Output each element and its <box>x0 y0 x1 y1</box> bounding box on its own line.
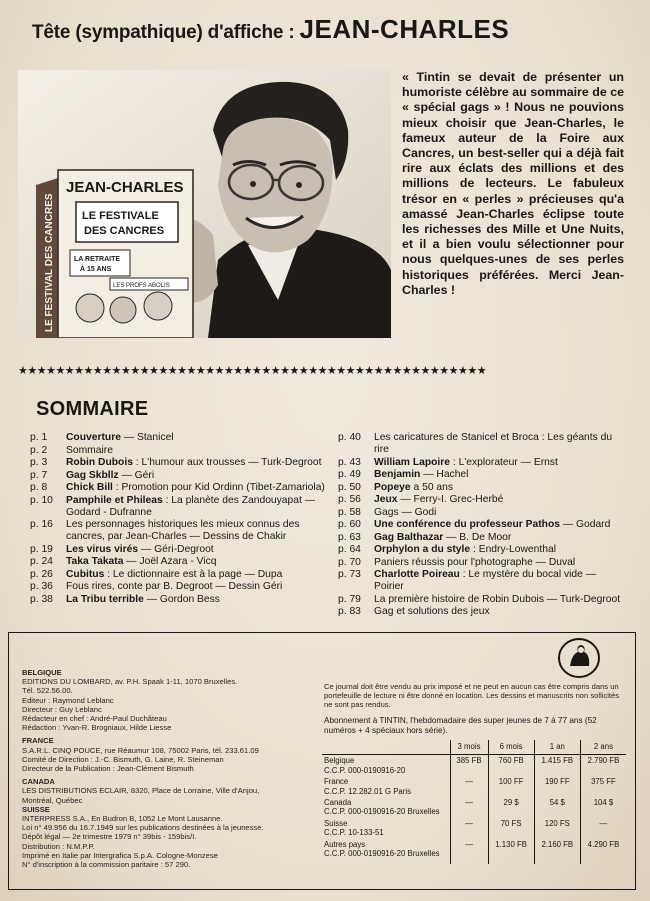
toc-entry <box>30 432 330 444</box>
toc-entry-title: Jeux <box>374 494 398 505</box>
toc-entry-text <box>374 482 628 494</box>
toc-entry <box>338 569 628 593</box>
rates-price: 2.790 FB <box>580 755 626 776</box>
toc-entry-title: William Lapoire <box>374 456 451 468</box>
toc-entry-detail: — Géri <box>118 469 155 481</box>
rates-country-account: C.C.P. 000-0190916-20 Bruxelles <box>324 807 440 817</box>
portrait-photo <box>18 70 391 338</box>
imprint-line: N° d'inscription à la commission paritaire : 57 290. <box>22 860 191 870</box>
toc-entry <box>338 432 628 456</box>
toc-page-number: p. 2 <box>30 444 48 456</box>
toc-page-number: p. 24 <box>30 556 53 567</box>
toc-page-number: p. 73 <box>338 569 361 580</box>
rates-country <box>322 755 450 776</box>
toc-entry-text <box>66 457 330 469</box>
toc-entry-title: Orphylon a du style <box>374 544 471 555</box>
rates-country <box>322 818 450 839</box>
toc-page-number: p. 79 <box>338 593 361 605</box>
imprint-line: INTERPRESS S.A., En Budron B, 1052 Le Mont Lausanne. <box>22 814 223 824</box>
rates-country-account: C.C.P. 000-0190916-20 <box>324 765 406 775</box>
toc-entry-title: Benjamin <box>374 469 421 480</box>
rates-table <box>322 740 626 864</box>
toc-entry <box>338 544 628 556</box>
toc-entry-text <box>66 445 330 457</box>
star-divider: ★★★★★★★★★★★★★★★★★★★★★★★★★★★★★★★★★★★★★★★★★★★★★★★★★★ <box>18 365 487 377</box>
toc-page-number: p. 36 <box>30 581 53 592</box>
imprint-line: Rédacteur en chef : André-Paul Duchâteau <box>22 714 167 724</box>
toc-entry-detail: — Stanicel <box>120 432 174 443</box>
rates-country-name: Suisse <box>324 818 348 828</box>
toc-entry <box>338 557 628 569</box>
rates-price: 4.290 FB <box>580 839 626 865</box>
subscription-text: Abonnement à TINTIN, l'hebdomadaire des super jeunes de 7 à 77 ans (52 numéros + 4 spéciaux hors série). <box>324 716 597 735</box>
toc-entry-detail: — Godard <box>559 519 611 530</box>
toc-entry <box>30 581 330 593</box>
rates-row <box>322 818 626 839</box>
toc-entry-title: La Tribu terrible <box>66 593 144 605</box>
rates-country <box>322 839 450 865</box>
imprint-line: EDITIONS DU LOMBARD, av. P.H. Spaak 1-11, 1070 Bruxelles. <box>22 677 238 687</box>
rates-country-name: Canada <box>324 798 352 808</box>
book-sticker-line1: LA RETRAITE <box>74 256 121 263</box>
toc-entry-text <box>374 432 628 456</box>
toc-entry-text <box>66 581 330 593</box>
toc-entry-title: Gag Balthazar <box>374 531 444 543</box>
rates-price: 100 FF <box>488 776 534 797</box>
rates-header-blank <box>322 740 450 755</box>
rates-price: — <box>450 818 488 839</box>
rates-country-account: C.C.P. 12.282.01 G Paris <box>324 786 411 796</box>
toc-entry-text <box>66 470 330 482</box>
rates-row <box>322 755 626 776</box>
imprint-line: Comité de Direction : J.-C. Bismuth, G. Laine, R. Steineman <box>22 754 224 764</box>
toc-entry-title: Les virus virés <box>66 543 139 555</box>
toc-entry-detail: : La planète des Zandouyapat — Godard - Dufranne <box>66 494 315 518</box>
toc-entry-detail: Fous rires, conte par B. Degroot — Dessin Géri <box>66 581 283 592</box>
toc-entry-text <box>66 569 330 581</box>
toc-entry-text <box>374 494 628 506</box>
toc-entry-title: Pamphile et Phileas <box>66 494 163 506</box>
toc-entry-detail: — Hachel <box>420 469 469 480</box>
imprint-line: Montréal, Québec <box>22 795 83 805</box>
toc-entry <box>30 556 330 568</box>
imprint-line: Rédaction : Yvan-R. Brogniaux, Hilde Liesse <box>22 723 172 733</box>
toc-entry <box>30 594 330 606</box>
country-belgique: BELGIQUE <box>22 668 62 677</box>
rates-country-name: France <box>324 777 349 787</box>
toc-page-number: p. 83 <box>338 606 361 617</box>
toc-entry-text <box>374 519 628 531</box>
belgique-lines <box>22 677 314 732</box>
toc-entry-text <box>374 532 628 544</box>
toc-entry-title: Robin Dubois <box>66 457 133 468</box>
toc-page-number: p. 1 <box>30 432 48 443</box>
toc-page-number: p. 58 <box>338 506 361 518</box>
country-suisse: SUISSE <box>22 804 50 814</box>
toc-page-number: p. 56 <box>338 494 361 505</box>
rates-header: 1 an <box>534 740 580 755</box>
toc-entry-detail: Sommaire <box>66 444 113 456</box>
rates-price: 1.415 FB <box>534 755 580 776</box>
title-name: JEAN-CHARLES <box>299 14 510 44</box>
toc-entry-detail: — Ferry-I. Grec-Herbé <box>397 494 504 505</box>
toc-page-number: p. 19 <box>30 543 53 555</box>
toc-entry-title: Charlotte Poireau <box>374 569 460 580</box>
imprint-line: S.A.R.L. CINQ POUCE, rue Réaumur 108, 75002 Paris, tél. 233.61.09 <box>22 745 259 755</box>
legal-notice: Ce journal doit être vendu au prix imposé et ne peut en aucun cas être compris dans un portefeuille de lecture ni être donné en location. Les dessins et manuscrits non sollicités ne sont pas rendus. <box>324 682 620 710</box>
rates-country <box>322 776 450 797</box>
toc-entry-title: Taka Takata <box>66 556 124 567</box>
toc-entry-detail: — Géri-Degroot <box>138 543 214 555</box>
toc-entry <box>30 495 330 519</box>
toc-entry-text <box>374 469 628 481</box>
toc-entry-detail: Gags — Godi <box>374 506 437 518</box>
toc-entry-text <box>374 507 628 519</box>
toc-entry <box>338 606 628 618</box>
toc-entry-detail: — B. De Moor <box>443 531 512 543</box>
tintin-logo-icon <box>556 636 602 680</box>
toc-entry <box>30 544 330 556</box>
toc-entry <box>30 519 330 543</box>
toc-entry-text <box>66 482 330 494</box>
imprint-line: Tél. 522.56.00. <box>22 686 73 696</box>
toc-entry-text <box>374 544 628 556</box>
canada-lines <box>22 786 314 804</box>
country-canada: CANADA <box>22 777 55 787</box>
toc-page-number: p. 63 <box>338 531 361 543</box>
toc-entry-detail: La première histoire de Robin Dubois — Turk-Degroot <box>374 593 621 605</box>
toc-entry-text <box>66 495 330 519</box>
toc-entry <box>338 532 628 544</box>
book-title-line2: DES CANCRES <box>84 225 165 237</box>
toc-page-number: p. 10 <box>30 494 53 506</box>
rates-price: — <box>580 818 626 839</box>
rates-country-account: C.C.P. 10-133-51 <box>324 828 384 838</box>
rates-country-account: C.C.P. 000-0190916-20 Bruxelles <box>324 849 440 859</box>
toc-page-number: p. 8 <box>30 482 48 493</box>
rates-row <box>322 797 626 818</box>
toc-entry-text <box>374 557 628 569</box>
toc-entry-text <box>374 606 628 618</box>
toc-entry-title: Popeye <box>374 481 411 493</box>
toc-entry-title: Cubitus <box>66 568 105 580</box>
toc-left-column <box>30 432 330 606</box>
rates-price: 104 $ <box>580 797 626 818</box>
rates-price: 375 FF <box>580 776 626 797</box>
toc-entry <box>338 594 628 606</box>
toc-page-number: p. 43 <box>338 456 361 468</box>
toc-entry <box>30 457 330 469</box>
toc-page-number: p. 70 <box>338 556 361 568</box>
book-banner: LES PROFS ABOLIS <box>113 283 170 289</box>
toc-entry-text <box>66 544 330 556</box>
imprint-line: Loi n° 49.956 du 16.7.1949 sur les publications destinées à la jeunesse. <box>22 823 264 833</box>
country-france: FRANCE <box>22 736 54 746</box>
rates-country <box>322 797 450 818</box>
toc-entry-text <box>66 594 330 606</box>
book-author: JEAN-CHARLES <box>66 179 184 196</box>
toc-entry-title: Une conférence du professeur Pathos <box>374 519 560 530</box>
page-title <box>32 14 632 45</box>
toc-entry <box>338 457 628 469</box>
toc-entry <box>30 482 330 494</box>
toc-entry-detail: Paniers réussis pour l'photographe — Duval <box>374 556 576 568</box>
toc-page-number: p. 16 <box>30 519 53 530</box>
france-lines <box>22 746 314 774</box>
book-sticker-line2: À 15 ANS <box>80 266 112 273</box>
toc-entry-title: Couverture <box>66 432 121 443</box>
toc-entry-detail: — Gordon Bess <box>143 593 220 605</box>
toc-entry-detail: Les personnages historiques les mieux connus des cancres, par Jean-Charles — Dessins de Chakir <box>66 519 300 542</box>
toc-page-number: p. 40 <box>338 432 361 443</box>
toc-entry <box>30 445 330 457</box>
toc-entry-text <box>66 556 330 568</box>
suisse-lines <box>22 814 314 869</box>
rates-price: — <box>450 839 488 865</box>
rates-price: 120 FS <box>534 818 580 839</box>
toc-page-number: p. 7 <box>30 469 48 481</box>
imprint-text <box>22 668 314 869</box>
toc-page-number: p. 64 <box>338 544 361 555</box>
imprint-line: Directeur de la Publication : Jean-Clément Bismuth <box>22 764 194 774</box>
rates-country-name: Belgique <box>324 756 355 766</box>
rates-price: — <box>450 776 488 797</box>
toc-entry-detail: : L'explorateur — Ernst <box>450 456 558 468</box>
toc-entry-detail: — Joël Azara - Vicq <box>123 556 217 567</box>
rates-price: 1.130 FB <box>488 839 534 865</box>
toc-entry <box>30 569 330 581</box>
toc-entry-detail: : Endry-Lowenthal <box>470 544 556 555</box>
toc-right-column <box>338 432 628 619</box>
toc-entry-detail: Les caricatures de Stanicel et Broca : Les géants du rire <box>374 432 613 455</box>
toc-page-number: p. 49 <box>338 469 361 480</box>
rates-price: 760 FB <box>488 755 534 776</box>
book-cover <box>36 170 193 338</box>
toc-entry <box>338 482 628 494</box>
rates-price: 70 FS <box>488 818 534 839</box>
toc-entry-text <box>66 432 330 444</box>
imprint-line: Distribution : N.M.P.P. <box>22 841 95 851</box>
intro-text: « Tintin se devait de présenter un humoriste célèbre au sommaire de ce « spécial gags » ! Nous ne pouvions mieux choisir que Jean-Charles, le fameux auteur de la Foire aux Cancres, un best-seller qui a déjà fait rire aux éclats des millions et des millions de lecteurs. Le fabuleux trésor en « perles » précieuses qu'a amassé Jean-Charles éclipse toute les richesses des Mille et Une Nuits, et il a bien voulu sélectionner pour nous quelques-unes de ses perles historiques préférées. Merci Jean-Charles ! <box>402 70 624 297</box>
toc-entry-text <box>66 519 330 543</box>
rates-header: 3 mois <box>450 740 488 755</box>
toc-entry-title: Gag Skbllz <box>66 469 119 481</box>
title-prefix: Tête (sympathique) d'affiche : <box>32 22 300 43</box>
toc-page-number: p. 38 <box>30 593 53 605</box>
rates-row <box>322 776 626 797</box>
rates-price: 29 $ <box>488 797 534 818</box>
rates-price: 385 FB <box>450 755 488 776</box>
toc-entry <box>338 469 628 481</box>
toc-entry <box>338 519 628 531</box>
toc-entry-detail: a 50 ans <box>410 481 454 493</box>
imprint-line: Imprimé en Italie par Intergrafica S.p.A. Cologne-Monzese <box>22 850 218 860</box>
imprint-line: Directeur : Guy Leblanc <box>22 704 102 714</box>
rates-price: — <box>450 797 488 818</box>
rates-country-name: Autres pays <box>324 839 366 849</box>
toc-entry <box>338 494 628 506</box>
toc-page-number: p. 50 <box>338 481 361 493</box>
toc-entry-text <box>374 457 628 469</box>
rates-header: 2 ans <box>580 740 626 755</box>
toc-entry-detail: Gag et solutions des jeux <box>374 606 490 617</box>
toc-entry-detail: : L'humour aux trousses — Turk-Degroot <box>132 457 322 468</box>
toc-entry-detail: : Promotion pour Kid Ordinn (Tibet-Zamariola) <box>112 482 325 493</box>
rates-price: 190 FF <box>534 776 580 797</box>
toc-entry-text <box>374 569 628 593</box>
rates-price: 2.160 FB <box>534 839 580 865</box>
toc-entry-detail: : Le dictionnaire est à la page — Dupa <box>104 568 283 580</box>
imprint-line: Dépôt légal — 2e trimestre 1979 n° 39bis - 159bis/I. <box>22 832 197 842</box>
toc-entry-detail: : Le mystère du bocal vide — Poirier <box>374 569 597 592</box>
sommaire-title: SOMMAIRE <box>36 398 149 420</box>
toc-page-number: p. 3 <box>30 457 48 468</box>
imprint-line: Editeur : Raymond Leblanc <box>22 695 114 705</box>
toc-entry <box>30 470 330 482</box>
book-spine: LE FESTIVAL DES CANCRES <box>44 193 55 332</box>
toc-entry-title: Chick Bill <box>66 482 113 493</box>
book-title-line1: LE FESTIVALE <box>82 210 159 222</box>
rates-row <box>322 839 626 865</box>
toc-page-number: p. 60 <box>338 519 361 530</box>
rates-price: 54 $ <box>534 797 580 818</box>
toc-entry-text <box>374 594 628 606</box>
toc-entry <box>338 507 628 519</box>
toc-page-number: p. 26 <box>30 568 53 580</box>
imprint-line: LES DISTRIBUTIONS ECLAIR, 8320, Place de Lorraine, Ville d'Anjou, <box>22 786 260 796</box>
rates-header: 6 mois <box>488 740 534 755</box>
